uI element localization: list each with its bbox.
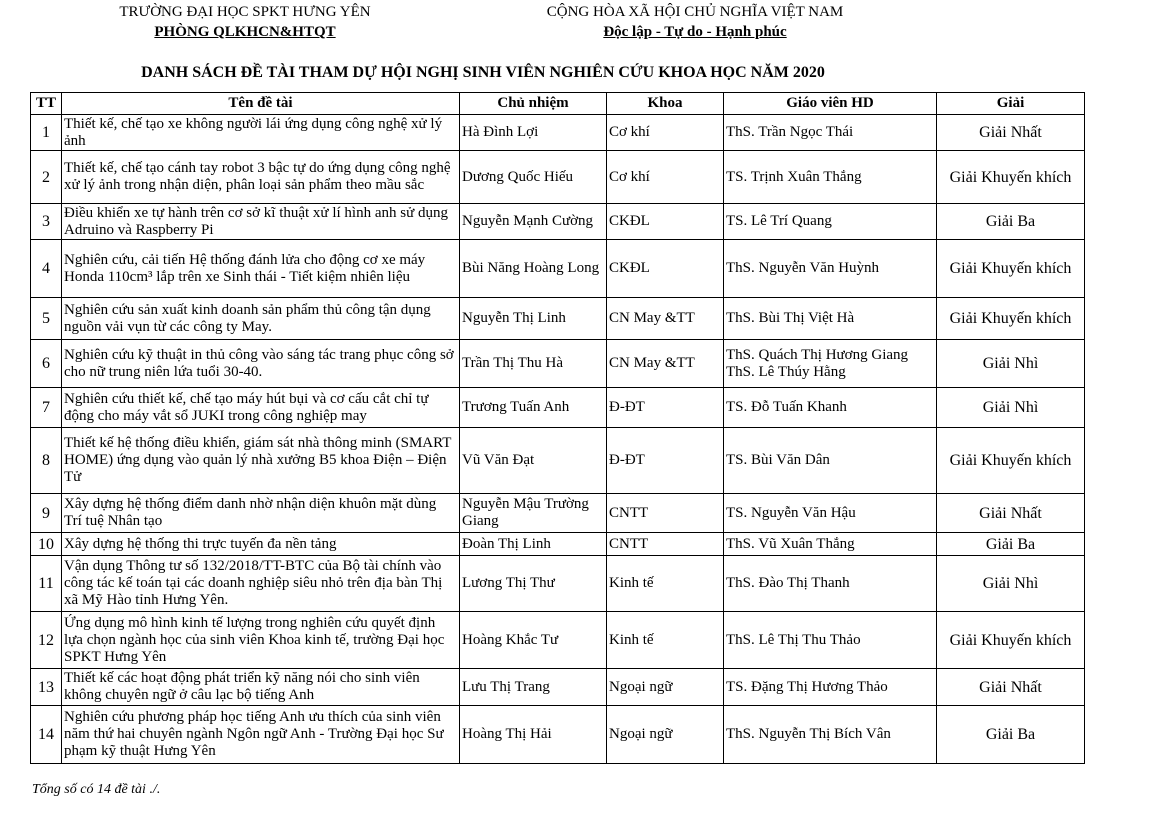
faculty: Ngoại ngữ: [607, 669, 724, 706]
table-row: [31, 706, 1085, 764]
advisor: TS. Bùi Văn Dân: [724, 428, 937, 494]
project-title: Thiết kế, chế tạo xe không người lái ứng dụng công nghệ xử lý ảnh: [62, 115, 460, 151]
advisor: TS. Nguyễn Văn Hậu: [724, 494, 937, 533]
project-leader: Hoàng Thị Hải: [460, 706, 607, 764]
advisor: ThS. Đào Thị Thanh: [724, 556, 937, 612]
faculty: Ngoại ngữ: [607, 706, 724, 764]
award: Giải Nhì: [937, 556, 1085, 612]
advisor: TS. Đỗ Tuấn Khanh: [724, 388, 937, 428]
advisor: ThS. Quách Thị Hương Giang ThS. Lê Thúy Hằng: [724, 340, 937, 388]
award: Giải Ba: [937, 204, 1085, 240]
award: Giải Khuyến khích: [937, 428, 1085, 494]
table-row: [31, 151, 1085, 204]
column-header-tt: TT: [31, 93, 62, 115]
project-leader: Trần Thị Thu Hà: [460, 340, 607, 388]
advisor: TS. Đặng Thị Hương Thảo: [724, 669, 937, 706]
document-title: DANH SÁCH ĐỀ TÀI THAM DỰ HỘI NGHỊ SINH VIÊN NGHIÊN CỨU KHOA HỌC NĂM 2020: [141, 64, 825, 81]
award: Giải Nhất: [937, 669, 1085, 706]
faculty: Đ-ĐT: [607, 428, 724, 494]
row-number: 1: [31, 115, 62, 151]
project-title: Xây dựng hệ thống điểm danh nhờ nhận diện khuôn mặt dùng Trí tuệ Nhân tạo: [62, 494, 460, 533]
advisor: ThS. Nguyễn Thị Bích Vân: [724, 706, 937, 764]
project-leader: Nguyễn Thị Linh: [460, 298, 607, 340]
project-title: Vận dụng Thông tư số 132/2018/TT-BTC của Bộ tài chính vào công tác kế toán tại các doanh nghiệp siêu nhỏ trên địa bàn Thị xã Mỹ Hào tỉnh Hưng Yên.: [62, 556, 460, 612]
table-row: [31, 298, 1085, 340]
award: Giải Khuyến khích: [937, 612, 1085, 669]
row-number: 13: [31, 669, 62, 706]
project-leader: Nguyễn Mậu Trường Giang: [460, 494, 607, 533]
project-title: Thiết kế các hoạt động phát triển kỹ năng nói cho sinh viên không chuyên ngữ ở câu lạc bộ tiếng Anh: [62, 669, 460, 706]
faculty: Kinh tế: [607, 612, 724, 669]
table-row: [31, 340, 1085, 388]
project-title: Thiết kế, chế tạo cánh tay robot 3 bậc tự do ứng dụng công nghệ xử lý ảnh trong nhận diện, phân loại sản phẩm theo mầu sắc: [62, 151, 460, 204]
project-leader: Hà Đình Lợi: [460, 115, 607, 151]
table-header-row: [31, 93, 1085, 115]
table-row: [31, 428, 1085, 494]
table-row: [31, 533, 1085, 556]
project-title: Ứng dụng mô hình kinh tế lượng trong nghiên cứu quyết định lựa chọn ngành học của sinh viên Khoa kinh tế, trường Đại học SPKT Hưng Yên: [62, 612, 460, 669]
project-leader: Lương Thị Thư: [460, 556, 607, 612]
project-title: Nghiên cứu phương pháp học tiếng Anh ưu thích của sinh viên năm thứ hai chuyên ngành Ngôn ngữ Anh - Trường Đại học Sư phạm kỹ thuật Hưng Yên: [62, 706, 460, 764]
project-title: Nghiên cứu kỹ thuật in thủ công vào sáng tác trang phục công sở cho nữ trung niên lứa tuổi 30-40.: [62, 340, 460, 388]
table-row: [31, 388, 1085, 428]
award: Giải Nhì: [937, 340, 1085, 388]
column-header-award: Giải: [937, 93, 1085, 115]
award: Giải Nhất: [937, 115, 1085, 151]
project-leader: Hoàng Khắc Tư: [460, 612, 607, 669]
row-number: 10: [31, 533, 62, 556]
university-name: TRƯỜNG ĐẠI HỌC SPKT HƯNG YÊN: [119, 4, 371, 20]
table-row: [31, 612, 1085, 669]
table-row: [31, 240, 1085, 298]
project-leader: Lưu Thị Trang: [460, 669, 607, 706]
faculty: Cơ khí: [607, 151, 724, 204]
award: Giải Nhì: [937, 388, 1085, 428]
row-number: 5: [31, 298, 62, 340]
column-header-title: Tên đề tài: [62, 93, 460, 115]
row-number: 6: [31, 340, 62, 388]
award: Giải Khuyến khích: [937, 240, 1085, 298]
row-number: 8: [31, 428, 62, 494]
table-row: [31, 204, 1085, 240]
faculty: CNTT: [607, 533, 724, 556]
row-number: 4: [31, 240, 62, 298]
row-number: 3: [31, 204, 62, 240]
issuer-block: [100, 2, 390, 42]
project-table: [30, 92, 1085, 764]
advisor: TS. Trịnh Xuân Thắng: [724, 151, 937, 204]
project-title: Nghiên cứu, cải tiến Hệ thống đánh lửa cho động cơ xe máy Honda 110cm³ lắp trên xe Sinh thái - Tiết kiệm nhiên liệu: [62, 240, 460, 298]
project-title: Nghiên cứu sản xuất kinh doanh sản phẩm thủ công tận dụng nguồn vải vụn từ các công ty May.: [62, 298, 460, 340]
project-title: Nghiên cứu thiết kế, chế tạo máy hút bụi và cơ cấu cắt chỉ tự động cho máy vắt sổ JUKI trong công nghiệp may: [62, 388, 460, 428]
advisor: ThS. Vũ Xuân Thắng: [724, 533, 937, 556]
row-number: 12: [31, 612, 62, 669]
department-name: PHÒNG QLKHCN&HTQT: [154, 24, 336, 40]
row-number: 9: [31, 494, 62, 533]
table-row: [31, 669, 1085, 706]
advisor: ThS. Lê Thị Thu Thảo: [724, 612, 937, 669]
faculty: CKĐL: [607, 240, 724, 298]
project-title: Xây dựng hệ thống thi trực tuyến đa nền tảng: [62, 533, 460, 556]
faculty: Kinh tế: [607, 556, 724, 612]
project-leader: Bùi Năng Hoàng Long: [460, 240, 607, 298]
faculty: Đ-ĐT: [607, 388, 724, 428]
country-name: CỘNG HÒA XÃ HỘI CHỦ NGHĨA VIỆT NAM: [546, 4, 844, 20]
advisor: ThS. Bùi Thị Việt Hà: [724, 298, 937, 340]
award: Giải Khuyến khích: [937, 151, 1085, 204]
project-leader: Vũ Văn Đạt: [460, 428, 607, 494]
award: Giải Khuyến khích: [937, 298, 1085, 340]
row-number: 11: [31, 556, 62, 612]
faculty: CKĐL: [607, 204, 724, 240]
row-number: 14: [31, 706, 62, 764]
faculty: CNTT: [607, 494, 724, 533]
table-row: [31, 115, 1085, 151]
total-note: Tổng số có 14 đề tài ./.: [32, 782, 161, 797]
advisor: ThS. Nguyễn Văn Huỳnh: [724, 240, 937, 298]
faculty: CN May &TT: [607, 340, 724, 388]
project-leader: Trương Tuấn Anh: [460, 388, 607, 428]
table-row: [31, 494, 1085, 533]
column-header-advisor: Giáo viên HD: [724, 93, 937, 115]
advisor: ThS. Trần Ngọc Thái: [724, 115, 937, 151]
row-number: 2: [31, 151, 62, 204]
project-title: Thiết kế hệ thống điều khiển, giám sát nhà thông minh (SMART HOME) ứng dụng vào quản lý nhà xưởng B5 khoa Điện – Điện Tử: [62, 428, 460, 494]
column-header-leader: Chủ nhiệm: [460, 93, 607, 115]
faculty: Cơ khí: [607, 115, 724, 151]
table-row: [31, 556, 1085, 612]
row-number: 7: [31, 388, 62, 428]
advisor: TS. Lê Trí Quang: [724, 204, 937, 240]
motto: Độc lập - Tự do - Hạnh phúc: [603, 24, 787, 40]
award: Giải Ba: [937, 706, 1085, 764]
project-leader: Dương Quốc Hiếu: [460, 151, 607, 204]
award: Giải Nhất: [937, 494, 1085, 533]
project-leader: Đoàn Thị Linh: [460, 533, 607, 556]
project-title: Điều khiển xe tự hành trên cơ sở kĩ thuật xử lí hình anh sử dụng Adruino và Raspberry Pi: [62, 204, 460, 240]
faculty: CN May &TT: [607, 298, 724, 340]
national-motto-block: [520, 2, 870, 42]
project-leader: Nguyễn Mạnh Cường: [460, 204, 607, 240]
column-header-faculty: Khoa: [607, 93, 724, 115]
award: Giải Ba: [937, 533, 1085, 556]
